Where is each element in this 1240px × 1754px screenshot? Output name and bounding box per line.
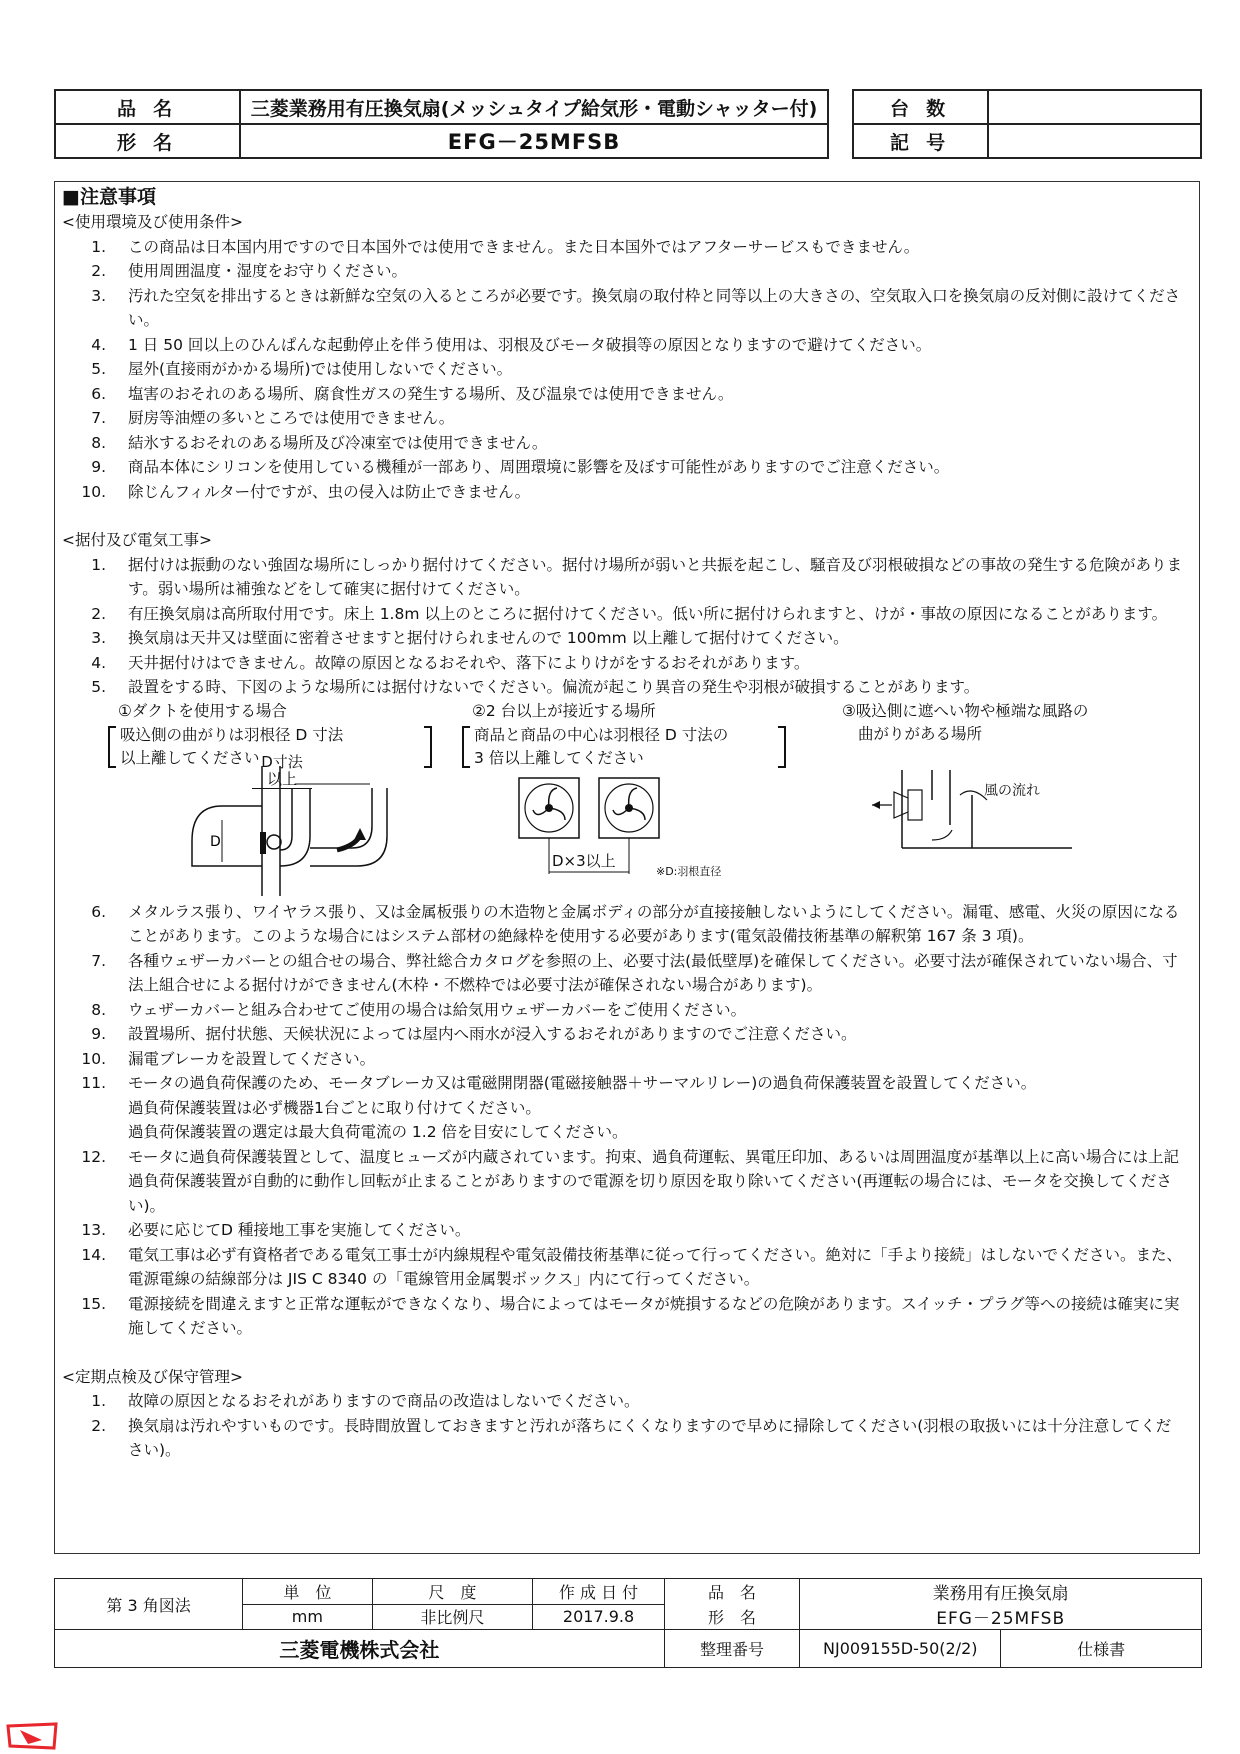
fig2-note: ※D:羽根直径 [656,864,722,878]
corner-logo-icon [6,1722,58,1750]
section-heading: <使用環境及び使用条件> [62,213,243,231]
header-table-qty [852,89,1202,159]
item-text: 過負荷保護装置の選定は最大負荷電流の 1.2 倍を目安にしてください。 [128,1123,628,1141]
list-item [62,602,1182,627]
item-text: 塩害のおそれのある場所、腐食性ガスの発生する場所、及び温泉では使用できません。 [128,384,734,403]
doc-type: 仕様書 [1001,1630,1202,1668]
name-value: 業務用有圧換気扇 [800,1579,1202,1605]
list-item [62,406,1182,431]
item-number [70,1120,128,1145]
item-number: 4. [91,653,106,672]
scale-value: 非比例尺 [372,1604,533,1630]
list-item [62,1071,1182,1096]
item-text: 有圧換気扇は高所取付用です。床上 1.8m 以上のところに据付けてください。低い所に据付けられますと、けが・事故の原因になることがあります。 [128,604,1168,623]
value-product-name: 三菱業務用有圧換気扇(メッシュタイプ給気形・電動シャッター付) [240,90,828,124]
item-number: 3. [91,629,106,647]
label-product-name: 品名 [55,90,240,124]
list-item [62,480,1182,505]
list-item [62,900,1182,949]
svg-text:D: D [210,833,221,850]
list-item [62,626,1182,651]
item-text: 過負荷保護装置は必ず機器1台ごとに取り付けてください。 [128,1098,541,1117]
list-item [62,949,1182,998]
label-quantity: 台数 [853,90,988,124]
notes-content [62,184,1182,1463]
item-text: モータの過負荷保護のため、モータブレーカ又は電磁開閉器(電磁接触器＋サーマルリレー)の過負荷保護装置を設置してください。 [128,1074,1037,1092]
item-number: 6. [91,902,106,921]
item-number: 4. [91,335,106,354]
notes-title: ■注意事項 [62,186,156,208]
item-number: 11. [81,1074,106,1092]
item-list [62,900,1182,1341]
item-number: 9. [91,458,106,476]
name-label: 品 名 [664,1579,800,1605]
item-number: 2. [91,604,106,623]
item-number: 13. [81,1221,106,1239]
ref-value: NJ009155D-50(2/2) [800,1630,1001,1668]
fig2-dim: D×3以上 [552,851,616,870]
item-list [62,235,1182,505]
list-item [62,675,1182,700]
item-number: 10. [81,482,106,501]
item-number: 2. [91,262,106,280]
item-number [70,1096,128,1121]
list-item [62,1145,1182,1219]
item-number: 14. [81,1245,106,1264]
list-item [62,1414,1182,1463]
item-number: 1. [91,1392,106,1410]
unit-label: 単 位 [243,1579,372,1605]
section-heading: <定期点検及び保守管理> [62,1367,243,1386]
item-number: 2. [91,1416,106,1435]
item-list [62,553,1182,700]
value-mark [988,124,1201,158]
date-value: 2017.9.8 [533,1604,664,1630]
list-item [62,259,1182,284]
item-text: 故障の原因となるおそれがありますので商品の改造はしないでください。 [128,1392,640,1410]
item-text: 商品本体にシリコンを使用している機種が一部あり、周囲環境に影響を及ぼす可能性がありますのでご注意ください。 [128,458,950,476]
section-usage [62,210,1182,504]
item-number: 5. [91,678,106,696]
company-name: 三菱電機株式会社 [55,1630,665,1668]
section-installation [62,528,1182,1341]
ref-label: 整理番号 [664,1630,800,1668]
item-number: 8. [91,1000,106,1019]
item-text: 結氷するおそれのある場所及び冷凍室では使用できません。 [128,433,548,452]
list-item [62,553,1182,602]
list-item [62,1218,1182,1243]
item-text: 漏電ブレーカを設置してください。 [128,1049,376,1068]
list-item [62,382,1182,407]
fig2-title: ②2 台以上が接近する場所 [472,701,656,720]
fig1-line1: 吸込側の曲がりは羽根径 D 寸法 [120,725,344,744]
item-text: 1 日 50 回以上のひんぱんな起動停止を伴う使用は、羽根及びモータ破損等の原因となりますので避けてください。 [128,335,932,354]
item-list [62,1389,1182,1463]
fan-right-icon [599,778,659,838]
item-text: 据付けは振動のない強固な場所にしっかり据付けてください。据付け場所が弱いと共振を起こし、騒音及び羽根破損などの事故の発生する危険があります。弱い場所は補強などをして確実に据付けてください。 [128,555,1183,598]
item-text: 換気扇は汚れやすいものです。長時間放置しておきますと汚れが落ちにくくなりますので早めに掃除してください(羽根の取扱いには十分注意してください)。 [128,1416,1172,1459]
title-block [54,1578,1202,1668]
value-quantity [988,90,1201,124]
fig1-title: ①ダクトを使用する場合 [118,701,287,720]
item-text: 設置をする時、下図のような場所には据付けないでください。偏流が起こり異音の発生や羽根が破損することがあります。 [128,678,980,696]
item-number: 9. [91,1025,106,1043]
label-mark: 記号 [853,124,988,158]
item-number: 12. [81,1147,106,1166]
projection: 第 3 角図法 [55,1579,243,1630]
item-number: 5. [91,360,106,378]
list-item [62,1389,1182,1414]
item-number: 6. [91,384,106,403]
fig2-line1: 商品と商品の中心は羽根径 D 寸法の [474,725,729,744]
item-number: 8. [91,433,106,452]
item-number: 7. [91,409,106,427]
list-item [62,431,1182,456]
model-value: EFG－25MFSB [800,1604,1202,1630]
list-item [62,333,1182,358]
date-label: 作 成 日 付 [533,1579,664,1605]
installation-figures [62,700,1182,900]
item-number: 3. [91,286,106,305]
list-item [62,357,1182,382]
list-item [62,1022,1182,1047]
list-item [62,1047,1182,1072]
label-model: 形名 [55,124,240,158]
item-number: 1. [91,555,106,574]
fig3-title2: 曲がりがある場所 [858,724,983,743]
fig3-title: ③吸込側に遮へい物や極端な風路の [842,701,1089,720]
item-number: 10. [81,1049,106,1068]
list-item [62,1243,1182,1292]
fig1-line2: 以上離してください [120,748,260,767]
section-maintenance [62,1365,1182,1463]
list-item [62,651,1182,676]
header-table-main [54,89,829,159]
item-text: 使用周囲温度・湿度をお守りください。 [128,262,408,280]
item-text: この商品は日本国内用ですので日本国外では使用できません。また日本国外ではアフターサービスもできません。 [128,237,920,256]
fig1-dim-label: D寸法 [261,752,303,771]
item-text: 厨房等油煙の多いところでは使用できません。 [128,409,455,427]
fig1-dim [252,754,312,789]
list-item [62,1292,1182,1341]
scale-label: 尺 度 [372,1579,533,1605]
list-item [62,1120,1182,1145]
list-item [62,235,1182,260]
item-text: 各種ウェザーカバーとの組合せの場合、弊社総合カタログを参照の上、必要寸法(最低壁厚)を確保してください。必要寸法が確保されていない場合、寸法上組合せによる据付けができません(木枠・不燃枠では必要寸法が確保されない場合があります)。 [128,951,1178,994]
value-model: EFG－25MFSB [240,124,828,158]
item-text: 必要に応じてD 種接地工事を実施してください。 [128,1221,471,1239]
item-text: 天井据付けはできません。故障の原因となるおそれや、落下によりけがをするおそれがあります。 [128,653,810,672]
item-text: 設置場所、据付状態、天候状況によっては屋内へ雨水が浸入するおそれがありますのでご注意ください。 [128,1025,857,1043]
item-text: 除じんフィルター付ですが、虫の侵入は防止できません。 [128,482,531,501]
unit-value: mm [243,1604,372,1630]
list-item [62,284,1182,333]
list-item [62,998,1182,1023]
item-text: ウェザーカバーと組み合わせてご使用の場合は給気用ウェザーカバーをご使用ください。 [128,1000,747,1019]
fig3-flow-label: 風の流れ [984,782,1040,799]
item-number: 1. [91,237,106,256]
fig2-line2: 3 倍以上離してください [474,748,644,767]
item-text: 汚れた空気を排出するときは新鮮な空気の入るところが必要です。換気扇の取付枠と同等以上の大きさの、空気取入口を換気扇の反対側に設けてください。 [128,286,1181,329]
fig2-bracket [462,724,786,770]
item-text: 換気扇は天井又は壁面に密着させますと据付けられませんので 100mm 以上離して据付けてください。 [128,629,849,647]
list-item [62,455,1182,480]
item-number: 7. [91,951,106,970]
item-text: メタルラス張り、ワイヤラス張り、又は金属板張りの木造物と金属ボディの部分が直接接触しないようにしてください。漏電、感電、火災の原因になることがあります。このような場合にはシステム部材の絶縁枠を使用する必要があります(電気設備技術基準の解釈第 167 条 3 項)。 [128,902,1180,945]
item-number: 15. [81,1294,106,1313]
section-heading: <据付及び電気工事> [62,531,212,549]
fig1-dim-label2: 以上 [252,771,312,789]
list-item [62,1096,1182,1121]
item-text: モータに過負荷保護装置として、温度ヒューズが内蔵されています。拘束、過負荷運転、異電圧印加、あるいは周囲温度が基準以上に高い場合には上記過負荷保護装置が自動的に動作し回転が止まることがありますので電源を切り原因を取り除いてください(再運転の場合には、モータを交換してください)。 [128,1147,1180,1215]
item-text: 屋外(直接雨がかかる場所)では使用しないでください。 [128,360,513,378]
item-text: 電源接続を間違えますと正常な運転ができなくなり、場合によってはモータが焼損するなどの危険があります。スイッチ・プラグ等への接続は確実に実施してください。 [128,1294,1180,1337]
item-text: 電気工事は必ず有資格者である電気工事士が内線規程や電気設備技術基準に従って行ってください。絶対に「手より接続」はしないでください。また、電源電線の結線部分は JIS C 8340 の「電線管用金属製ボックス」内にて行ってください。 [128,1245,1183,1288]
model-label: 形 名 [664,1604,800,1630]
fan-left-icon [519,778,579,838]
